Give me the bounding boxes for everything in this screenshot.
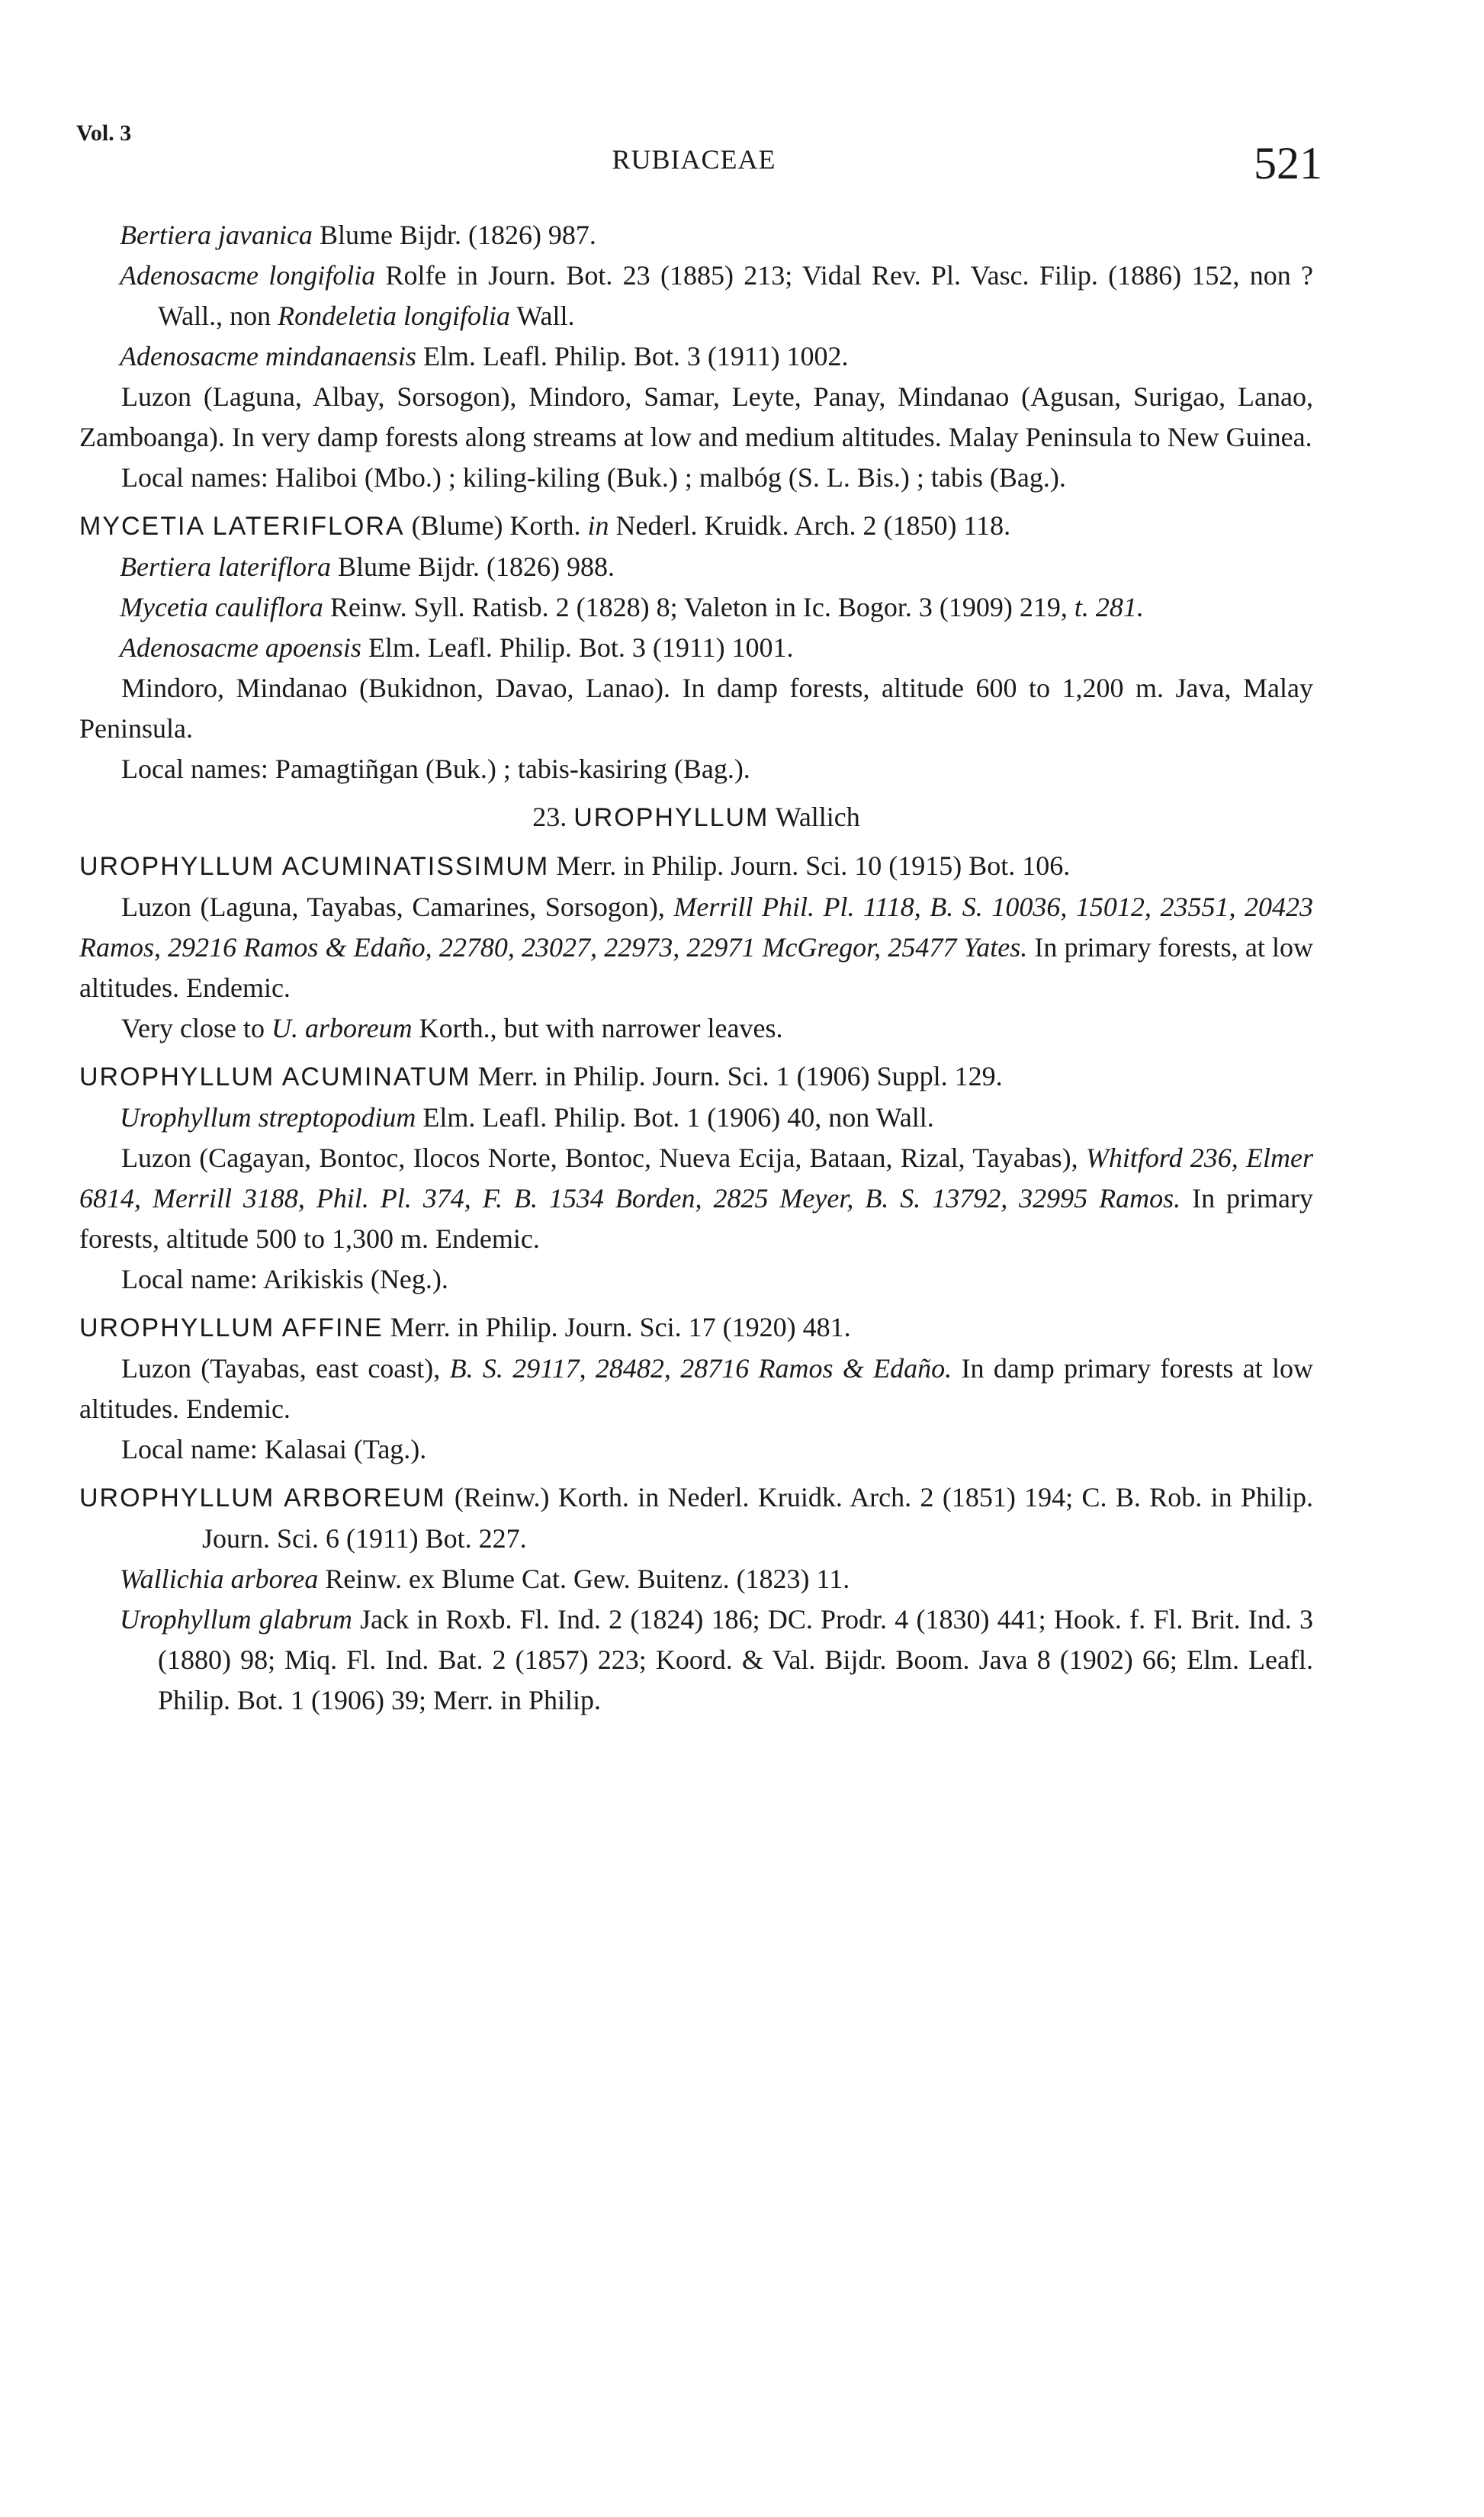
species-heading	[79, 506, 1313, 547]
citation: Merr. in Philip. Journ. Sci. 10 (1915) Bot. 106.	[549, 850, 1071, 881]
citation: Blume Bijdr. (1826) 987.	[312, 220, 596, 250]
species-name: UROPHYLLUM ACUMINATUM	[79, 1062, 471, 1091]
volume-label: Vol. 3	[76, 121, 132, 146]
citation: Reinw. ex Blume Cat. Gew. Buitenz. (1823) 11.	[318, 1564, 850, 1594]
note-text: Very close to	[121, 1013, 271, 1043]
species-name: UROPHYLLUM AFFINE	[79, 1313, 384, 1342]
taxon-name: Urophyllum streptopodium	[120, 1102, 416, 1133]
species-name: UROPHYLLUM ARBOREUM	[79, 1484, 446, 1512]
synonym-line	[79, 1559, 1313, 1599]
note-text: Korth., but with narrower leaves.	[412, 1013, 783, 1043]
synonym-line	[79, 256, 1313, 336]
taxon-name: Adenosacme longifolia	[120, 260, 376, 291]
genus-heading	[79, 797, 1313, 838]
synonym-line	[79, 587, 1313, 628]
citation: Nederl. Kruidk. Arch. 2 (1850) 118.	[609, 510, 1011, 541]
distribution-paragraph	[79, 1138, 1313, 1259]
taxon-name: Adenosacme mindanaensis	[120, 341, 416, 371]
citation: Merr. in Philip. Journ. Sci. 17 (1920) 481.	[383, 1312, 851, 1342]
synonym-line	[79, 1599, 1313, 1721]
locality: Luzon (Laguna, Tayabas, Camarines, Sorsogon),	[121, 892, 674, 922]
local-names: Local name: Kalasai (Tag.).	[121, 1434, 427, 1464]
habitat: In primary forests, at low altitudes. Endemic.	[79, 932, 1313, 1003]
habitat: In damp primary forests at low altitudes. Endemic.	[79, 1353, 1314, 1424]
specimen-list: Whitford 236, Elmer 6814, Merrill 3188, Phil. Pl. 374, F. B. 1534 Borden, 2825 Meyer, B. S. 13792, 32995 Ramos.	[79, 1143, 1314, 1213]
citation: (Reinw.) Korth. in Nederl. Kruidk. Arch. 2 (1851) 194; C. B. Rob. in Philip. Journ. Sci. 6 (1911) Bot. 227.	[202, 1482, 1313, 1554]
taxon-name: U. arboreum	[271, 1013, 413, 1043]
specimen-list: Merrill Phil. Pl. 1118, B. S. 10036, 15012, 23551, 20423 Ramos, 29216 Ramos & Edaño, 22780, 23027, 22973, 22971 McGregor, 25477 Yates.	[79, 892, 1314, 963]
species-heading	[79, 1056, 1313, 1098]
page-number: 521	[1254, 138, 1322, 188]
taxon-name: Adenosacme apoensis	[120, 632, 361, 663]
authority: (Blume) Korth.	[404, 510, 588, 541]
citation: Reinw. Syll. Ratisb. 2 (1828) 8; Valeton in Ic. Bogor. 3 (1909) 219,	[323, 592, 1074, 622]
page-header	[76, 114, 1322, 188]
note	[79, 1008, 1313, 1049]
local-names: Local names: Pamagtiñgan (Buk.) ; tabis-kasiring (Bag.).	[121, 754, 750, 784]
citation: Jack in Roxb. Fl. Ind. 2 (1824) 186; DC. Prodr. 4 (1830) 441; Hook. f. Fl. Brit. Ind. 3 (1880) 98; Miq. Fl. Ind. Bat. 2 (1857) 223; Koord. & Val. Bijdr. Boom. Java 8 (1902) 66; Elm. Leafl. Philip. Bot. 1 (1906) 39; Merr. in Philip.	[158, 1604, 1313, 1715]
taxon-name: Wallichia arborea	[120, 1564, 319, 1594]
taxon-name: Mycetia cauliflora	[120, 592, 323, 622]
local-names: Local names: Haliboi (Mbo.) ; kiling-kiling (Buk.) ; malbóg (S. L. Bis.) ; tabis (Bag.).	[121, 462, 1066, 493]
specimen-list: B. S. 29117, 28482, 28716 Ramos & Edaño.	[449, 1353, 952, 1384]
species-heading	[79, 1477, 1313, 1559]
citation: Rolfe in Journ. Bot. 23 (1885) 213; Vidal Rev. Pl. Vasc. Filip. (1886) 152, non ? Wall., non	[158, 260, 1313, 331]
habitat: In primary forests, altitude 500 to 1,300 m. Endemic.	[79, 1183, 1313, 1254]
synonym-line	[79, 336, 1313, 377]
citation: Merr. in Philip. Journ. Sci. 1 (1906) Suppl. 129.	[471, 1061, 1003, 1091]
taxon-name: Rondeletia longifolia	[278, 301, 511, 331]
synonym-line	[79, 215, 1313, 256]
taxon-name: Bertiera lateriflora	[120, 551, 331, 582]
synonym-line	[79, 547, 1313, 587]
running-title: RUBIACEAE	[612, 144, 776, 175]
plate-ref: t. 281.	[1074, 592, 1144, 622]
species-heading	[79, 1307, 1313, 1349]
locality: Luzon (Tayabas, east coast),	[121, 1353, 450, 1384]
citation: Elm. Leafl. Philip. Bot. 3 (1911) 1001.	[361, 632, 794, 663]
genus-number: 23.	[532, 802, 574, 832]
local-names: Local name: Arikiskis (Neg.).	[121, 1264, 448, 1294]
citation: Wall.	[510, 301, 575, 331]
taxon-name: Urophyllum glabrum	[120, 1604, 352, 1635]
synonym-line	[79, 1098, 1313, 1138]
distribution-paragraph: Mindoro, Mindanao (Bukidnon, Davao, Lanao). In damp forests, altitude 600 to 1,200 m. Java, Malay Peninsula.	[79, 673, 1313, 744]
distribution-paragraph: Luzon (Laguna, Albay, Sorsogon), Mindoro, Samar, Leyte, Panay, Mindanao (Agusan, Surigao, Lanao, Zamboanga). In very damp forests along streams at low and medium altitudes. Malay Peninsula to New Guinea.	[79, 381, 1313, 452]
genus-name: UROPHYLLUM	[573, 803, 769, 832]
locality: Luzon (Cagayan, Bontoc, Ilocos Norte, Bontoc, Nueva Ecija, Bataan, Rizal, Tayabas),	[121, 1143, 1086, 1173]
species-name: MYCETIA LATERIFLORA	[79, 512, 405, 541]
genus-authority: Wallich	[769, 802, 860, 832]
distribution-paragraph	[79, 887, 1313, 1008]
distribution-paragraph	[79, 1349, 1313, 1429]
taxon-name: Bertiera javanica	[120, 220, 313, 250]
species-name: UROPHYLLUM ACUMINATISSIMUM	[79, 852, 550, 881]
citation: Blume Bijdr. (1826) 988.	[330, 551, 615, 582]
citation: Elm. Leafl. Philip. Bot. 1 (1906) 40, non Wall.	[416, 1102, 934, 1133]
in-word: in	[587, 510, 609, 541]
page-body	[79, 215, 1313, 1721]
synonym-line	[79, 628, 1313, 668]
citation: Elm. Leafl. Philip. Bot. 3 (1911) 1002.	[416, 341, 849, 371]
species-heading	[79, 846, 1313, 887]
